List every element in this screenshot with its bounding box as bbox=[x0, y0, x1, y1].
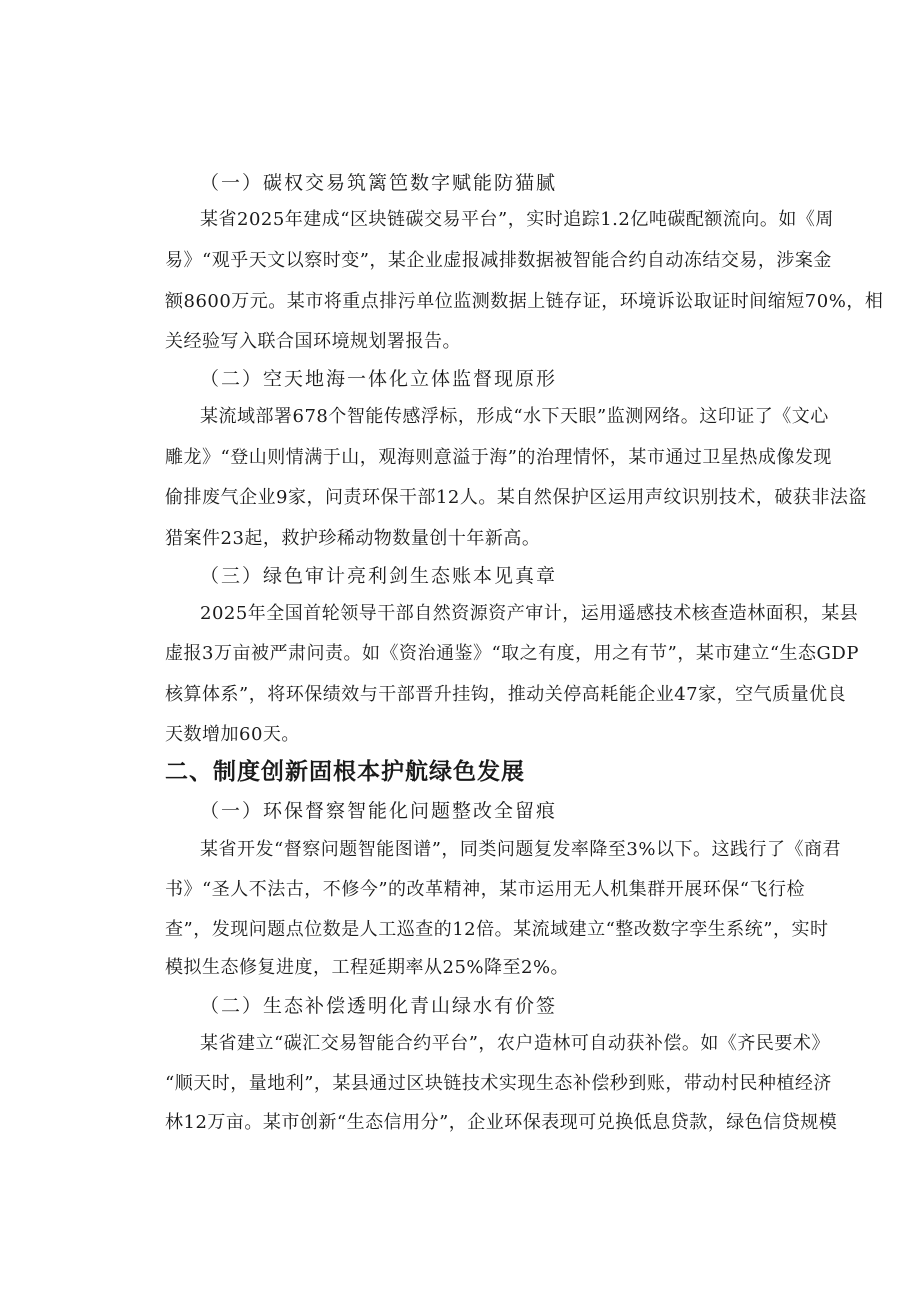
paragraph-line: 虚报3万亩被严肃问责。如《资治通鉴》“取之有度，用之有节”，某市建立“生态GDP bbox=[165, 643, 859, 664]
section-heading-carbon-trading: （一）碳权交易筑篱笆数字赋能防猫腻 bbox=[200, 172, 558, 194]
paragraph-line: 某流域部署678个智能传感浮标，形成“水下天眼”监测网络。这印证了《文心 bbox=[200, 406, 829, 427]
paragraph-line: 书》“圣人不法古，不修今”的改革精神，某市运用无人机集群开展环保“飞行检 bbox=[165, 879, 805, 900]
paragraph-line: 雕龙》“登山则情满于山，观海则意溢于海”的治理情怀，某市通过卫星热成像发现 bbox=[165, 447, 832, 468]
paragraph-line: 某省2025年建成“区块链碳交易平台”，实时追踪1.2亿吨碳配额流向。如《周 bbox=[200, 209, 834, 230]
chapter-title: 二、制度创新固根本护航绿色发展 bbox=[165, 759, 525, 785]
paragraph-line: 天数增加60天。 bbox=[165, 724, 300, 745]
section-heading-inspection: （一）环保督察智能化问题整改全留痕 bbox=[200, 800, 558, 822]
paragraph-line: 关经验写入联合国环境规划署报告。 bbox=[165, 331, 461, 352]
section-heading-eco-compensation: （二）生态补偿透明化青山绿水有价签 bbox=[200, 995, 558, 1017]
paragraph-line: “顺天时，量地利”，某县通过区块链技术实现生态补偿秒到账，带动村民种植经济 bbox=[165, 1073, 832, 1094]
paragraph-line: 核算体系”，将环保绩效与干部晋升挂钩，推动关停高耗能企业47家，空气质量优良 bbox=[165, 684, 847, 705]
paragraph-line: 某省建立“碳汇交易智能合约平台”，农户造林可自动获补偿。如《齐民要术》 bbox=[200, 1033, 830, 1054]
section-heading-monitoring: （二）空天地海一体化立体监督现原形 bbox=[200, 368, 558, 390]
paragraph-line: 某省开发“督察问题智能图谱”，同类问题复发率降至3%以下。这践行了《商君 bbox=[200, 839, 841, 860]
paragraph-line: 偷排废气企业9家，问责环保干部12人。某自然保护区运用声纹识别技术，破获非法盗 bbox=[165, 487, 867, 508]
paragraph-line: 查”，发现问题点位数是人工巡查的12倍。某流域建立“整改数字孪生系统”，实时 bbox=[165, 919, 829, 940]
paragraph-line: 模拟生态修复进度，工程延期率从25%降至2%。 bbox=[165, 957, 570, 978]
paragraph-line: 猎案件23起，救护珍稀动物数量创十年新高。 bbox=[165, 528, 541, 549]
paragraph-line: 2025年全国首轮领导干部自然资源资产审计，运用遥感技术核查造林面积，某县 bbox=[200, 603, 859, 624]
section-heading-green-audit: （三）绿色审计亮利剑生态账本见真章 bbox=[200, 565, 558, 587]
paragraph-line: 额8600万元。某市将重点排污单位监测数据上链存证，环境诉讼取证时间缩短70%，相 bbox=[165, 291, 884, 312]
paragraph-line: 易》“观乎天文以察时变”，某企业虚报减排数据被智能合约自动冻结交易，涉案金 bbox=[165, 250, 832, 271]
paragraph-line: 林12万亩。某市创新“生态信用分”，企业环保表现可兑换低息贷款，绿色信贷规模 bbox=[165, 1112, 838, 1133]
